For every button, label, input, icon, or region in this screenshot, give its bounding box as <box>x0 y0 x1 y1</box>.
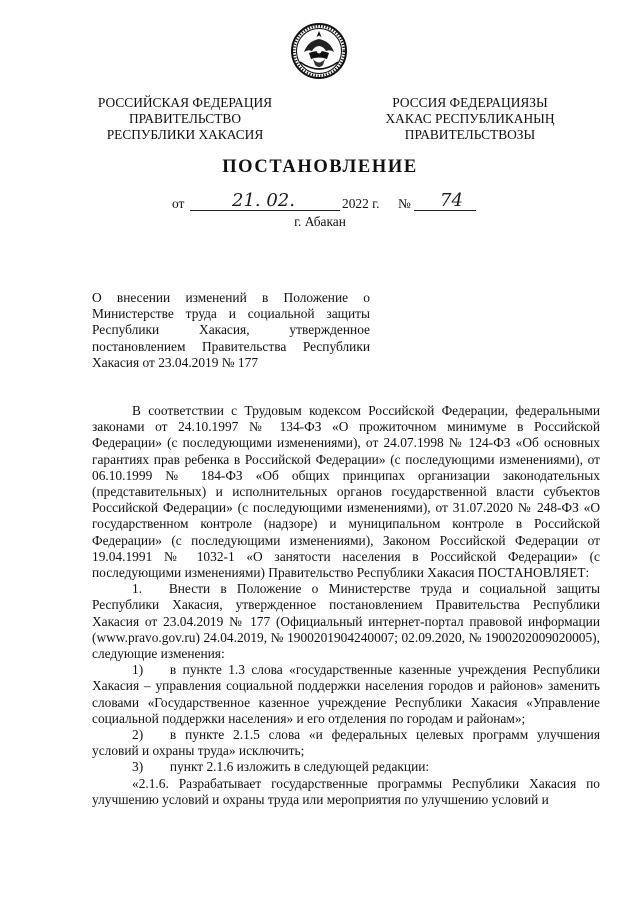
header-left-ru <box>85 95 285 143</box>
subitem-3-paragraph: 3) пункт 2.1.6 изложить в следующей редакции: <box>132 759 430 775</box>
quoted-paragraph: «2.1.6. Разрабатывает государственные программы Республики Хакасия по улучшению условий и охраны труда или мероприятия по улучшению условий и <box>92 775 600 807</box>
header-right-line: РОССИЯ ФЕДЕРАЦИЯЗЫ <box>392 95 548 110</box>
header-right-line: ПРАВИТЕЛЬСТВОЗЫ <box>404 127 536 142</box>
date-year: 2022 г. <box>342 196 380 211</box>
subject-line: постановлением Правительства Республики <box>92 338 370 354</box>
header-right-khakas <box>370 95 570 143</box>
subitem-2-paragraph: 2) в пункте 2.1.5 слова «и федеральных целевых программ улучшения условий и охраны труда» исключить; <box>92 727 600 759</box>
coat-of-arms-emblem <box>290 22 348 80</box>
subject-line: Хакасия от 23.04.2019 № 177 <box>92 354 259 370</box>
document-title: ПОСТАНОВЛЕНИЕ <box>222 157 418 177</box>
document-body <box>92 403 600 808</box>
item-1-paragraph: 1. Внести в Положение о Министерстве труда и социальной защиты Республики Хакасия, утвержденное постановлением Правительства Республики Хакасия от 23.04.2019 № 177 (Официальный интернет-портал правовой информации (www.pravo.gov.ru) 24.04.2019, № 1900201904240007; 02.09.2020, № 1900202009020005), следующие изменения: <box>92 581 600 662</box>
header-left-line: ПРАВИТЕЛЬСТВО <box>128 111 241 126</box>
header-left-line: РОССИЙСКАЯ ФЕДЕРАЦИЯ <box>97 95 273 110</box>
preamble-paragraph: В соответствии с Трудовым кодексом Российской Федерации, федеральными законами от 24.10.1997 № 134-ФЗ «О прожиточном минимуме в Российской Федерации» (с последующими изменениями), от 24.07.1998 № 124-ФЗ «Об основных гарантиях прав ребенка в Российской Федерации» (с последующими изменениями), от 06.10.1999 № 184-ФЗ «Об общих принципах организации законодательных (представительных) и исполнительных органов государственной власти субъектов Российской Федерации» (с последующими изменениями), от 31.07.2020 № 248-ФЗ «О государственном контроле (надзоре) и муниципальном контроле в Российской Федерации» (с последующими изменениями), Законом Российской Федерации от 19.04.1991 № 1032-1 «О занятости населения в Российской Федерации» (с последующими изменениями) Правительство Республики Хакасия ПОСТАНОВЛЯЕТ: <box>92 403 600 581</box>
subject-line: О внесении изменений в Положение о <box>92 290 370 305</box>
subject-line: Республики Хакасия, утвержденное <box>92 322 370 338</box>
city: г. Абакан <box>294 214 346 229</box>
header-left-line: РЕСПУБЛИКИ ХАКАСИЯ <box>106 127 264 142</box>
handwritten-number: 74 <box>440 190 463 211</box>
date-number-line <box>0 190 640 216</box>
header-right-line: ХАКАС РЕСПУБЛИКАНЫҢ <box>385 111 555 126</box>
date-prefix: от <box>172 196 185 211</box>
subject-line: Министерстве труда и социальной защиты <box>92 306 370 322</box>
number-sign: № <box>398 196 411 211</box>
subitem-1-paragraph: 1) в пункте 1.3 слова «государственные казенные учреждения Республики Хакасия – управления социальной поддержки населения городов и районов» заменить словами «Государственное казенное учреждение Республики Хакасия «Управление социальной поддержки населения» и его отделения по городам и районам»; <box>92 662 600 726</box>
handwritten-date: 21. 02. <box>232 190 295 211</box>
subject-block <box>92 290 370 371</box>
